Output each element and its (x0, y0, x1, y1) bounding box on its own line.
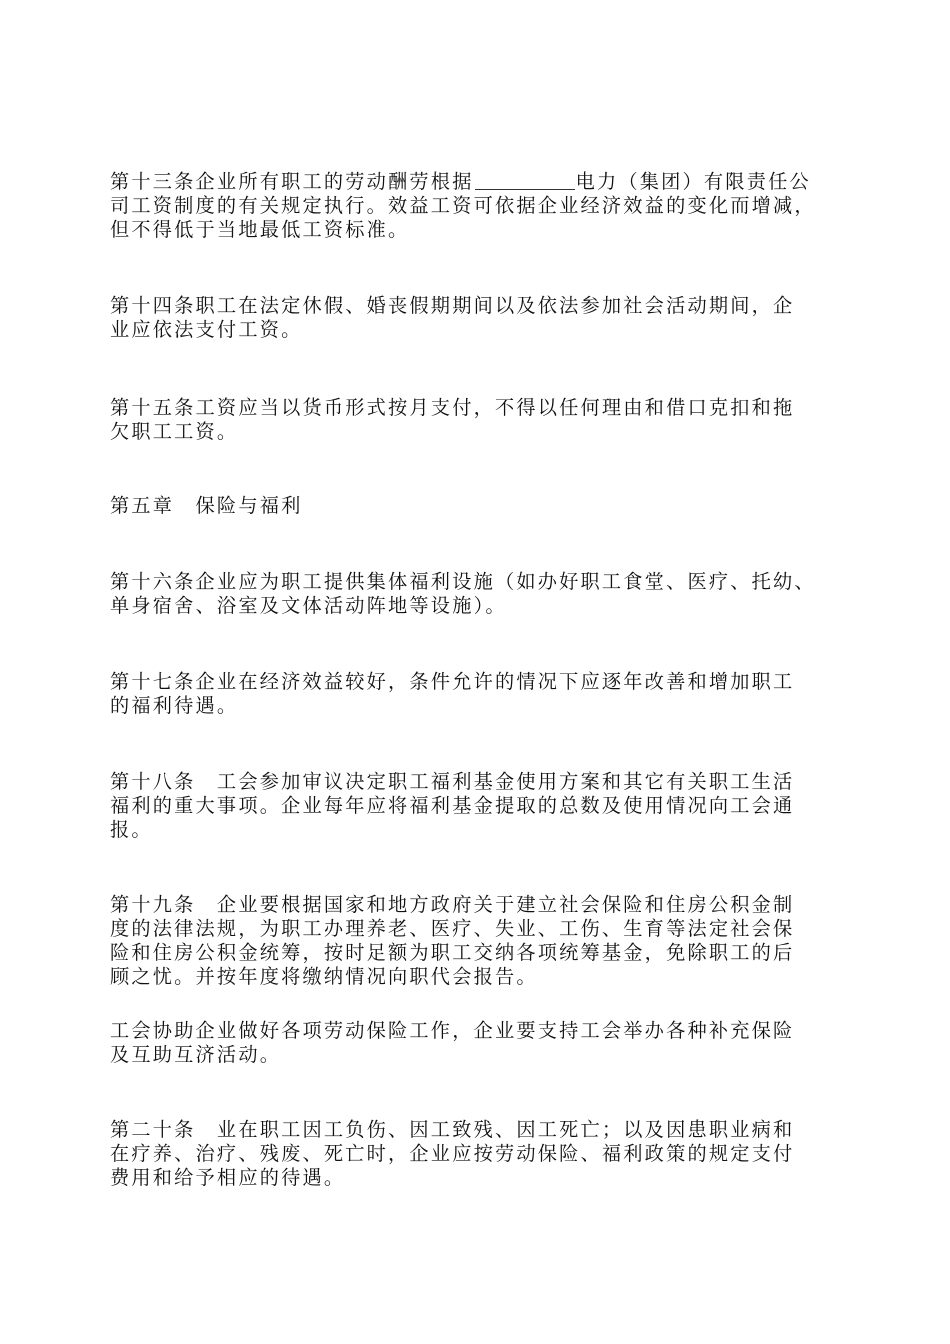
article-14 (110, 294, 850, 342)
article-20-line-2: 在疗养、治疗、残废、死亡时，企业应按劳动保险、福利政策的规定支付 (110, 1142, 795, 1165)
article-19-line-2: 度的法律法规，为职工办理养老、医疗、失业、工伤、生育等法定社会保 (110, 917, 795, 940)
article-19-supplement-line-1: 工会协助企业做好各项劳动保险工作，企业要支持工会举办各种补充保险 (110, 1019, 795, 1042)
article-13-line-1 (110, 170, 850, 194)
article-13-text-before-blank: 第十三条企业所有职工的劳动酬劳根据 (110, 170, 474, 193)
article-19-supplement-line-2: 及互助互济活动。 (110, 1043, 282, 1066)
article-13 (110, 170, 850, 242)
article-18 (110, 770, 850, 842)
article-19-line-1: 第十九条 企业要根据国家和地方政府关于建立社会保险和住房公积金制 (110, 893, 795, 916)
article-16 (110, 570, 850, 618)
fill-in-blank (475, 170, 575, 190)
article-16-line-2: 单身宿舍、浴室及文体活动阵地等设施）。 (110, 594, 507, 617)
article-19-line-4: 顾之忧。并按年度将缴纳情况向职代会报告。 (110, 965, 538, 988)
article-13-line-2: 司工资制度的有关规定执行。效益工资可依据企业经济效益的变化而增减， (110, 194, 816, 217)
article-19-line-3: 险和住房公积金统筹，按时足额为职工交纳各项统筹基金，免除职工的后 (110, 941, 795, 964)
article-14-line-2: 业应依法支付工资。 (110, 318, 303, 341)
article-18-line-3: 报。 (110, 818, 153, 841)
article-20-line-1: 第二十条 业在职工因工负伤、因工致残、因工死亡；以及因患职业病和 (110, 1118, 795, 1141)
article-15 (110, 396, 850, 444)
article-16-line-1: 第十六条企业应为职工提供集体福利设施（如办好职工食堂、医疗、托幼、 (110, 570, 816, 593)
article-20 (110, 1118, 850, 1190)
article-17-line-1: 第十七条企业在经济效益较好，条件允许的情况下应逐年改善和增加职工 (110, 670, 795, 693)
article-19-supplement (110, 1019, 850, 1067)
article-13-text-after-blank: 电力（集团）有限责任公 (575, 170, 811, 193)
article-17 (110, 670, 850, 718)
article-17-line-2: 的福利待遇。 (110, 694, 239, 717)
article-14-line-1: 第十四条职工在法定休假、婚丧假期期间以及依法参加社会活动期间，企 (110, 294, 795, 317)
article-15-line-2: 欠职工工资。 (110, 420, 239, 443)
article-15-line-1: 第十五条工资应当以货币形式按月支付，不得以任何理由和借口克扣和拖 (110, 396, 795, 419)
article-13-line-3: 但不得低于当地最低工资标准。 (110, 218, 410, 241)
chapter-5-title: 第五章 保险与福利 (110, 494, 303, 517)
article-18-line-2: 福利的重大事项。企业每年应将福利基金提取的总数及使用情况向工会通 (110, 794, 795, 817)
article-18-line-1: 第十八条 工会参加审议决定职工福利基金使用方案和其它有关职工生活 (110, 770, 795, 793)
article-20-line-3: 费用和给予相应的待遇。 (110, 1166, 346, 1189)
chapter-5-heading (110, 494, 850, 518)
article-19 (110, 893, 850, 989)
